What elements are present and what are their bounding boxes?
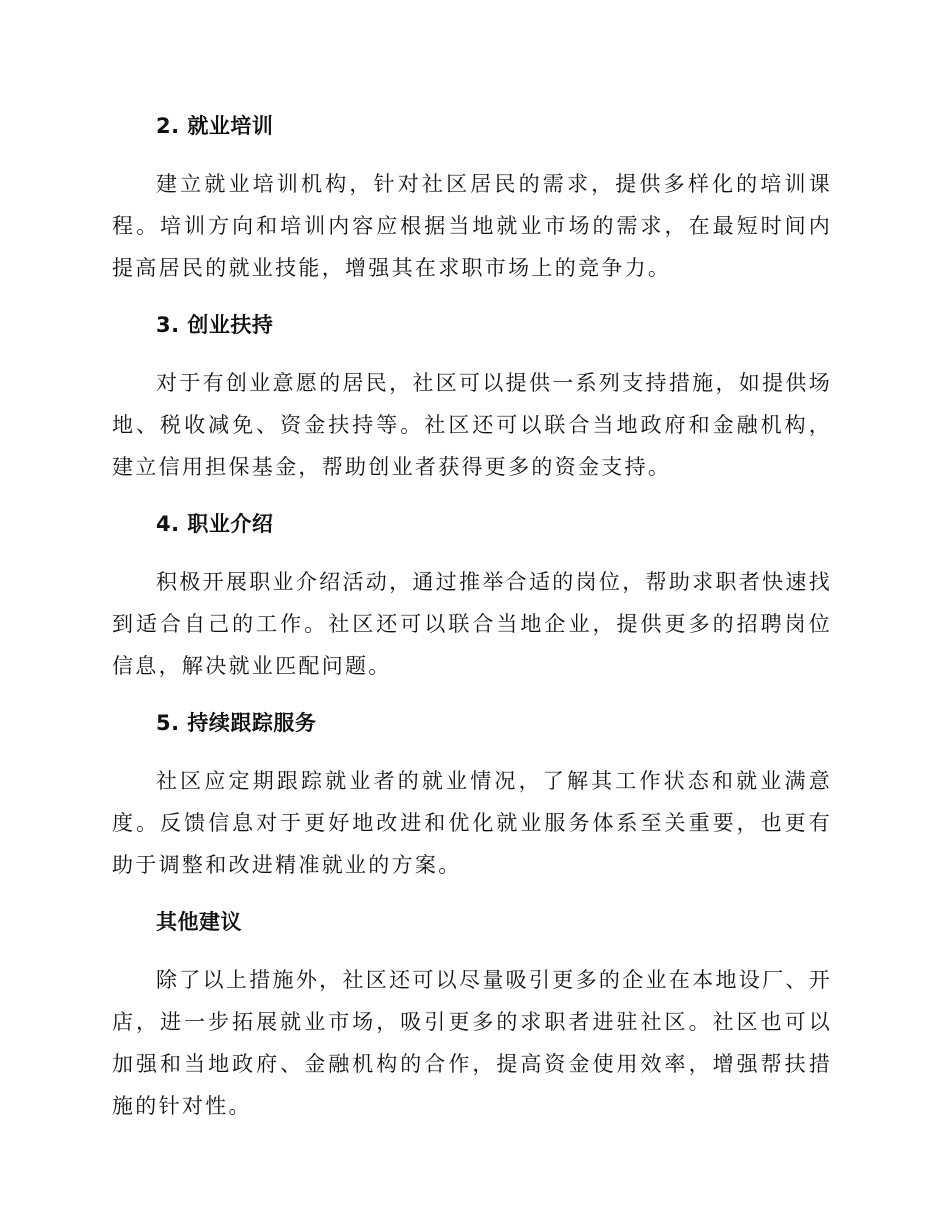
section-heading: 2. 就业培训 — [156, 114, 274, 138]
document-content — [112, 104, 832, 1141]
section-heading: 5. 持续跟踪服务 — [156, 711, 317, 735]
section-heading: 4. 职业介绍 — [156, 512, 274, 536]
section-other-suggestions — [112, 900, 832, 1127]
section-paragraph: 除了以上措施外，社区还可以尽量吸引更多的企业在本地设厂、开店，进一步拓展就业市场，吸引更多的求职者进驻社区。社区也可以加强和当地政府、金融机构的合作，提高资金使用效率，增强帮扶措施的针对性。 — [112, 968, 832, 1118]
section-paragraph: 社区应定期跟踪就业者的就业情况，了解其工作状态和就业满意度。反馈信息对于更好地改进和优化就业服务体系至关重要，也更有助于调整和改进精准就业的方案。 — [112, 769, 832, 877]
section-entrepreneurship-support — [112, 303, 832, 488]
section-follow-up-service — [112, 701, 832, 886]
section-paragraph: 积极开展职业介绍活动，通过推举合适的岗位，帮助求职者快速找到适合自己的工作。社区还可以联合当地企业，提供更多的招聘岗位信息，解决就业匹配问题。 — [112, 570, 832, 678]
section-heading: 3. 创业扶持 — [156, 313, 274, 337]
section-paragraph: 建立就业培训机构，针对社区居民的需求，提供多样化的培训课程。培训方向和培训内容应根据当地就业市场的需求，在最短时间内提高居民的就业技能，增强其在求职市场上的竞争力。 — [112, 172, 832, 280]
section-job-referral — [112, 502, 832, 687]
section-heading: 其他建议 — [156, 910, 242, 934]
section-employment-training — [112, 104, 832, 289]
section-paragraph: 对于有创业意愿的居民，社区可以提供一系列支持措施，如提供场地、税收减免、资金扶持等。社区还可以联合当地政府和金融机构，建立信用担保基金，帮助创业者获得更多的资金支持。 — [112, 371, 832, 479]
